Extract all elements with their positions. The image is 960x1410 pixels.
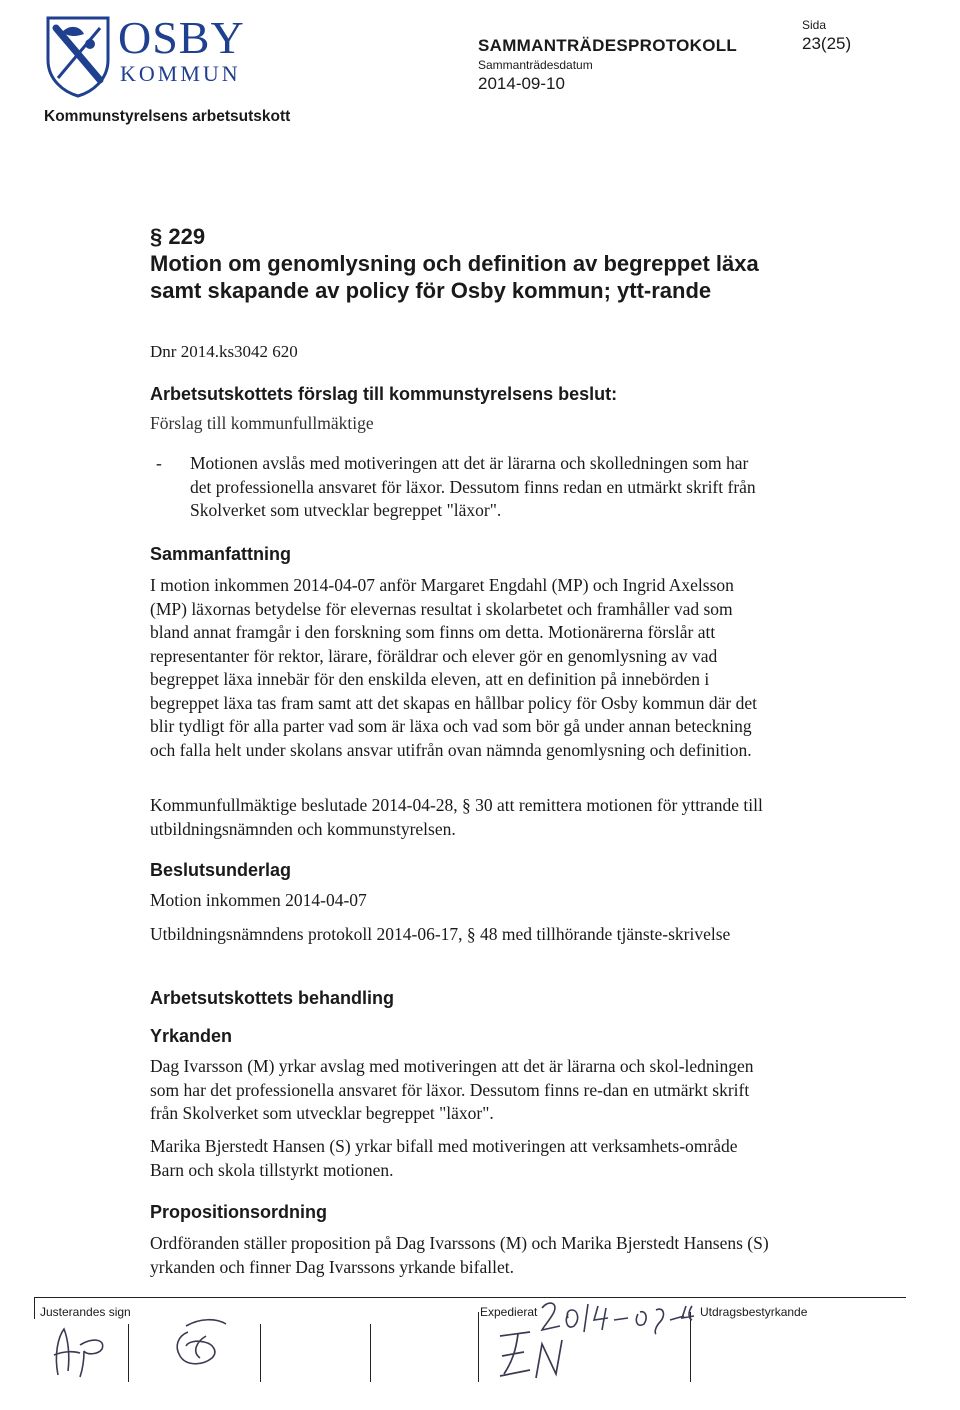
- basis-item: Utbildningsnämndens protokoll 2014-06-17, § 48 med tillhörande tjänste-skrivelse: [150, 924, 731, 944]
- handling-heading: Arbetsutskottets behandling: [150, 988, 395, 1008]
- signature-divider: [478, 1312, 479, 1382]
- dispatched-label: Expedierat: [480, 1305, 538, 1319]
- meeting-date: 2014-09-10: [478, 74, 565, 93]
- adjuster-signature-label: Justerandes sign: [40, 1305, 131, 1319]
- basis-item: Motion inkommen 2014-04-07: [150, 890, 367, 910]
- municipality-name: OSBY: [118, 12, 245, 63]
- summary-paragraph-2: Kommunfullmäktige beslutade 2014-04-28, § 30 att remittera motionen för yttrande till utbildningsnämnden och kommunstyrelsen.: [150, 795, 763, 839]
- page-number: 23(25): [802, 34, 852, 53]
- proposal-item: Motionen avslås med motiveringen att det är lärarna och skolledningen som har det professionella ansvaret för läxor. Dessutom finns redan en utmärkt skrift från Skolverket som utvecklar begreppet "läxor".: [190, 453, 756, 520]
- page-label: Sida: [802, 18, 827, 32]
- claim-paragraph: Marika Bjerstedt Hansen (S) yrkar bifall med motiveringen att verksamhets-område Barn och skola tillstyrkt motionen.: [150, 1136, 738, 1180]
- handwritten-initials-signature: [166, 1312, 238, 1372]
- footer-divider: [34, 1297, 906, 1298]
- meeting-date-label: Sammanträdesdatum: [478, 58, 593, 72]
- municipality-subname: KOMMUN: [120, 61, 241, 86]
- signature-divider: [370, 1324, 371, 1382]
- footer-box-edge: [34, 1297, 35, 1319]
- proposal-subheading: Förslag till kommunfullmäktige: [150, 413, 374, 433]
- extract-certification-label: Utdragsbestyrkande: [700, 1305, 808, 1319]
- committee-name: Kommunstyrelsens arbetsutskott: [44, 108, 291, 125]
- signature-divider: [128, 1324, 129, 1382]
- handwritten-dispatch-date: [538, 1296, 698, 1336]
- summary-paragraph: I motion inkommen 2014-04-07 anför Margaret Engdahl (MP) och Ingrid Axelsson (MP) läxornas betydelse för elevernas resultat i skolarbetet och framhåller vad som bland annat framgår i den forskning som finns om detta. Motionärerna förslår att representanter för rektor, lärare, föräldrar och elever gör en genomlysning av vad begreppet läxa innebär för den enskilda eleven, att en definition på innebörden i begreppet läxa tas fram samt att det skapas en hållbar policy för Osby kommun där det blir tydligt för alla parter vad som är läxa och vad som bör gå under annan beteckning och falla helt under skolans ansvar utifrån ovan nämnda genomlysning och definition.: [150, 575, 757, 760]
- paragraph-number: § 229: [150, 224, 206, 249]
- osby-coat-of-arms-logo: [44, 14, 112, 98]
- list-bullet: -: [156, 453, 162, 473]
- proposition-order-text: Ordföranden ställer proposition på Dag Ivarssons (M) och Marika Bjerstedt Hansens (S) yrkanden och finner Dag Ivarssons yrkande bifallet.: [150, 1233, 769, 1277]
- document-type: SAMMANTRÄDESPROTOKOLL: [478, 36, 738, 55]
- basis-heading: Beslutsunderlag: [150, 860, 292, 880]
- handwritten-initials-signature: [40, 1315, 120, 1381]
- signature-divider: [260, 1324, 261, 1382]
- summary-heading: Sammanfattning: [150, 544, 292, 564]
- proposition-order-heading: Propositionsordning: [150, 1202, 327, 1222]
- claims-heading: Yrkanden: [150, 1026, 233, 1046]
- proposal-heading: Arbetsutskottets förslag till kommunstyrelsens beslut:: [150, 384, 618, 404]
- claim-paragraph: Dag Ivarsson (M) yrkar avslag med motiveringen att det är lärarna och skol-ledningen som har det professionella ansvaret för läxor. Dessutom finns re-dan en utmärkt skrift från Skolverket som utvecklar begreppet "läxor".: [150, 1056, 754, 1123]
- matter-title: Motion om genomlysning och definition av begreppet läxa samt skapande av policy för Osby kommun; ytt-rande: [150, 251, 759, 303]
- diary-number: Dnr 2014.ks3042 620: [150, 342, 298, 361]
